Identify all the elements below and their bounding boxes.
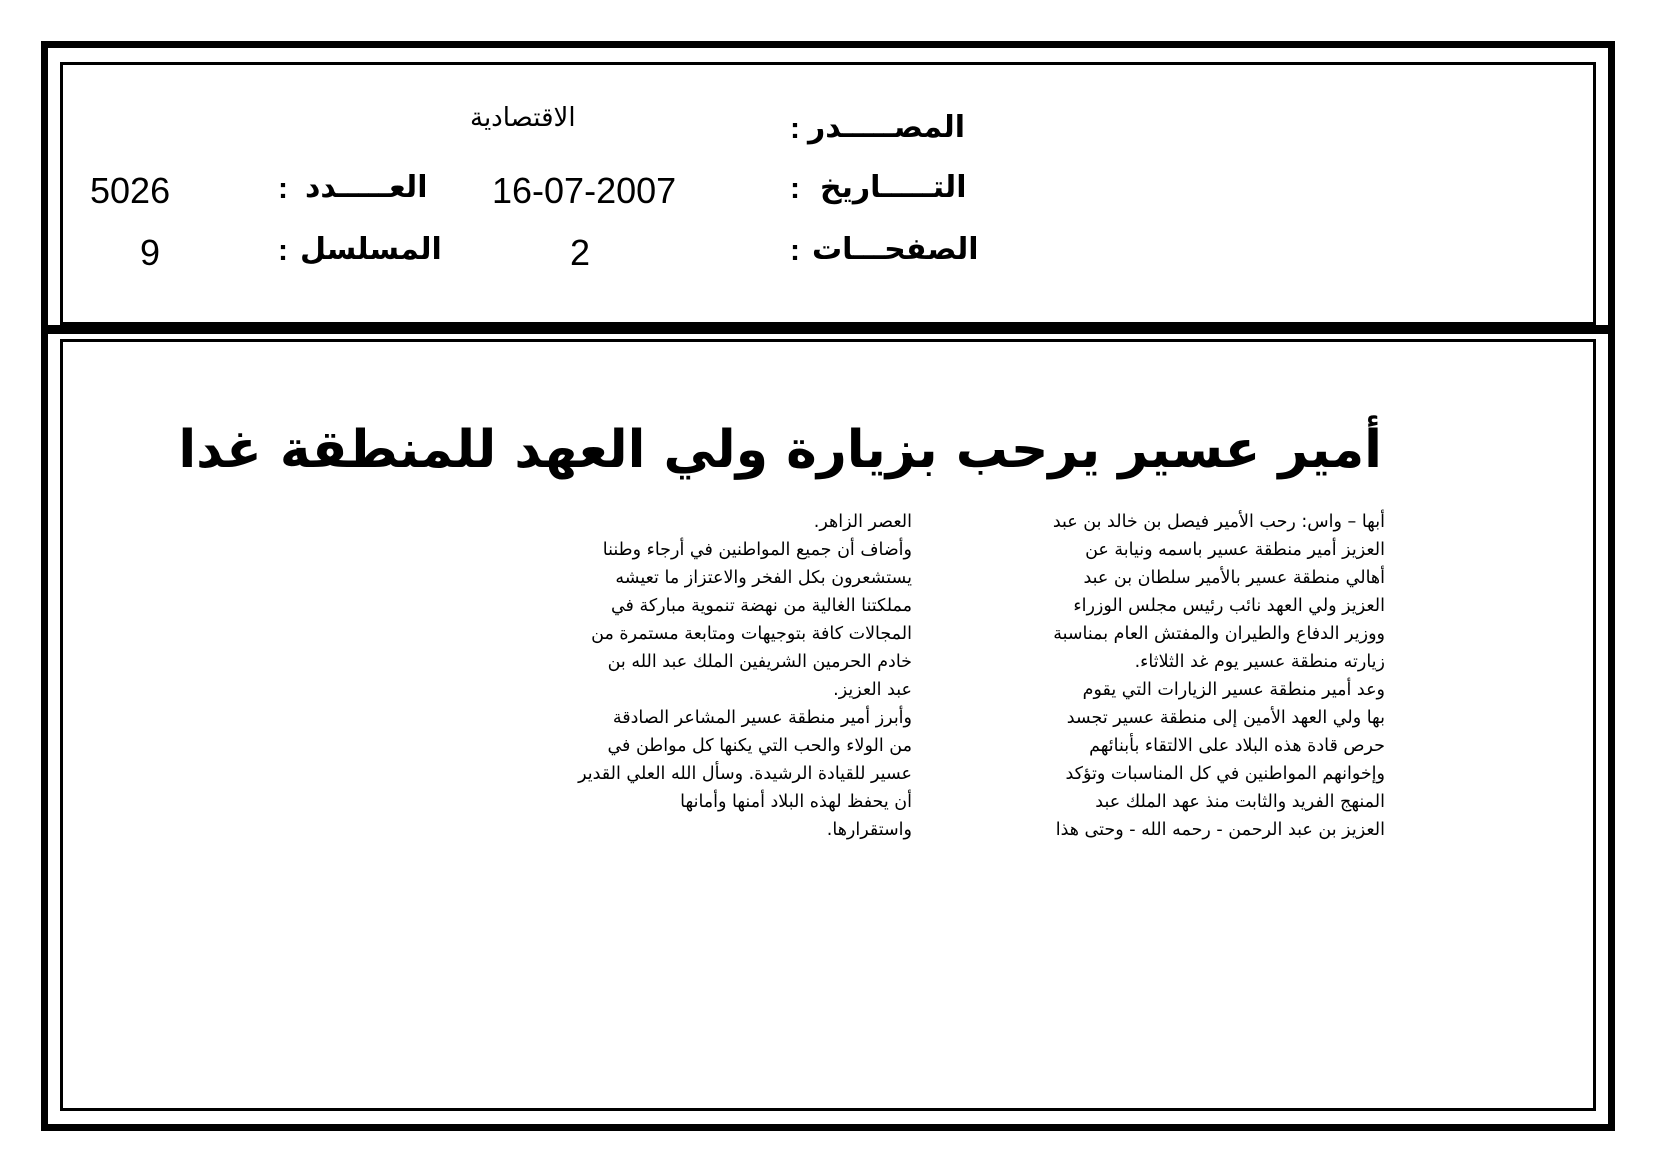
article-column-right	[935, 508, 1385, 844]
text-line: من الولاء والحب التي يكنها كل مواطن في	[607, 736, 912, 756]
date-label: التـــــاريخ	[820, 170, 967, 205]
text-line: مملكتنا الغالية من نهضة تنموية مباركة في	[610, 596, 912, 616]
pages-colon: :	[790, 234, 800, 267]
source-value: الاقتصادية	[470, 103, 576, 133]
text-line: وعد أمير منطقة عسير الزيارات التي يقوم	[1082, 680, 1385, 700]
text-line: عسير للقيادة الرشيدة. وسأل الله العلي القدير	[578, 764, 912, 784]
issue-value: 5026	[90, 170, 171, 211]
text-line: أن يحفظ لهذه البلاد أمنها وأمانها	[680, 792, 912, 812]
text-line: يستشعرون بكل الفخر والاعتزاز ما تعيشه	[615, 568, 912, 588]
text-line: أهالي منطقة عسير بالأمير سلطان بن عبد	[1083, 568, 1385, 588]
text-line: المنهج الفريد والثابت منذ عهد الملك عبد	[1095, 792, 1385, 812]
pages-label: الصفحـــات	[812, 232, 979, 267]
issue-colon: :	[278, 172, 288, 205]
text-line: أبها – واس: رحب الأمير فيصل بن خالد بن عبد	[1052, 512, 1385, 532]
text-line: العزيز أمير منطقة عسير باسمه ونيابة عن	[1085, 540, 1385, 560]
date-colon: :	[790, 172, 800, 205]
text-line: حرص قادة هذه البلاد على الالتقاء بأبنائهم	[1089, 736, 1385, 756]
text-line: بها ولي العهد الأمين إلى منطقة عسير تجسد	[1066, 708, 1385, 728]
date-value: 16-07-2007	[492, 170, 677, 211]
source-label: المصـــــدر	[808, 110, 966, 145]
text-line: وأضاف أن جميع المواطنين في أرجاء وطننا	[602, 540, 912, 560]
pages-value: 2	[570, 232, 591, 273]
article-headline: أمير عسير يرحب بزيارة ولي العهد للمنطقة غدا	[178, 420, 1382, 480]
source-colon: :	[790, 112, 800, 145]
issue-label: العـــــدد	[305, 170, 428, 205]
text-line: خادم الحرمين الشريفين الملك عبد الله بن	[607, 652, 912, 672]
text-line: العزيز ولي العهد نائب رئيس مجلس الوزراء	[1073, 596, 1385, 616]
text-line: وإخوانهم المواطنين في كل المناسبات وتؤكد	[1065, 764, 1385, 784]
serial-label: المسلسل	[300, 232, 442, 267]
text-line: وأبرز أمير منطقة عسير المشاعر الصادقة	[612, 708, 912, 728]
text-line: عبد العزيز.	[833, 680, 912, 700]
serial-value: 9	[140, 232, 161, 273]
header-divider	[48, 325, 1608, 334]
text-line: واستقرارها.	[826, 820, 912, 840]
serial-colon: :	[278, 234, 288, 267]
text-line: العزيز بن عبد الرحمن - رحمه الله - وحتى هذا	[1055, 820, 1385, 840]
article-column-left	[462, 508, 912, 844]
text-line: العصر الزاهر.	[813, 512, 912, 532]
text-line: زيارته منطقة عسير يوم غد الثلاثاء.	[1134, 652, 1385, 672]
text-line: المجالات كافة بتوجيهات ومتابعة مستمرة من	[591, 624, 912, 644]
text-line: ووزير الدفاع والطيران والمفتش العام بمناسبة	[1053, 624, 1385, 644]
